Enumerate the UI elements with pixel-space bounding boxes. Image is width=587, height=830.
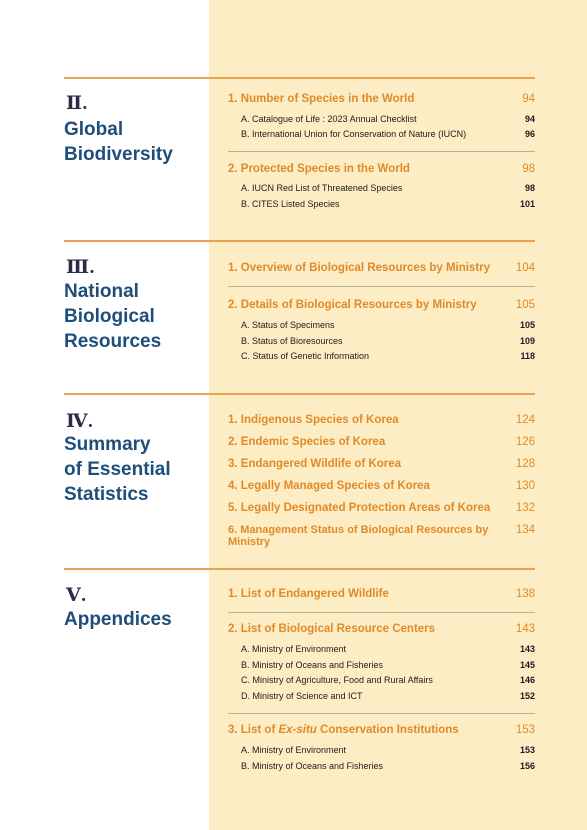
toc-subentry-label: A. Ministry of Environment [241,644,347,654]
toc-subentry-label: B. Status of Bioresources [241,336,343,346]
toc-subentry-page: 98 [524,183,535,193]
toc-entry[interactable] [228,458,535,470]
toc-entry-page: 130 [515,480,535,492]
toc-entry-page: 104 [515,262,535,274]
entry-divider [228,612,535,613]
section-number: Ⅲ. [66,257,95,278]
toc-subentry-page: 94 [524,114,535,124]
toc-entry[interactable] [228,724,535,736]
toc-entry[interactable] [228,163,535,175]
entry-divider [228,151,535,152]
section-divider [64,77,535,79]
toc-entry[interactable] [228,502,535,514]
toc-subentry[interactable] [241,199,535,209]
toc-entry[interactable] [228,414,535,426]
toc-entry-label: 1. Overview of Biological Resources by Ministry [228,262,491,274]
section-title: National Biological Resources [64,281,162,352]
toc-subentry-label: A. IUCN Red List of Threatened Species [241,183,403,193]
toc-subentry-label: D. Ministry of Science and ICT [241,691,363,701]
toc-subentry[interactable] [241,183,535,193]
toc-subentry-page: 109 [519,336,535,346]
section-title: Appendices [64,609,172,630]
toc-subentry-page: 143 [519,644,535,654]
toc-entry-label: 2. Details of Biological Resources by Ministry [228,299,477,311]
toc-entry-label: 1. Number of Species in the World [228,93,415,105]
toc-entry-label: 3. Endangered Wildlife of Korea [228,458,402,470]
toc-entry-label: 2. Protected Species in the World [228,163,410,175]
toc-subentry-page: 105 [519,320,535,330]
toc-subentry[interactable] [241,129,535,139]
toc-subentry[interactable] [241,761,535,771]
toc-entry-page: 126 [515,436,535,448]
toc-entry-label: 5. Legally Designated Protection Areas of Korea [228,502,491,514]
toc-entry-label: 2. Endemic Species of Korea [228,436,386,448]
toc-subentry-label: B. International Union for Conservation of Nature (IUCN) [241,129,467,139]
toc-subentry[interactable] [241,351,535,361]
toc-entry-page: 128 [515,458,535,470]
toc-entry-page: 138 [515,588,535,600]
toc-subentry-page: 101 [519,199,535,209]
toc-subentry-label: A. Ministry of Environment [241,745,347,755]
entry-divider [228,713,535,714]
toc-entry[interactable] [228,93,535,105]
toc-entry[interactable] [228,623,535,635]
toc-entry-label: 2. List of Biological Resource Centers [228,623,436,635]
section-number: Ⅴ. [66,585,87,606]
toc-entry[interactable] [228,480,535,492]
toc-entry-label-italic: Ex-situ [278,724,317,736]
toc-entry[interactable] [228,524,535,548]
toc-subentry[interactable] [241,644,535,654]
section-title: Summary of Essential Statistics [64,434,171,505]
toc-subentry-page: 118 [520,351,535,361]
toc-entry-label-prefix: 3. List of [228,724,279,736]
toc-entry-page: 143 [515,623,535,635]
toc-subentry[interactable] [241,660,535,670]
toc-subentry-label: A. Status of Specimens [241,320,335,330]
toc-entry-page: 94 [522,93,535,105]
toc-subentry[interactable] [241,691,535,701]
toc-subentry[interactable] [241,745,535,755]
toc-subentry-label: B. Ministry of Oceans and Fisheries [241,660,384,670]
toc-entry-page: 153 [515,724,535,736]
toc-subentry-page: 145 [519,660,535,670]
toc-entry-label: 1. Indigenous Species of Korea [228,414,399,426]
toc-entry-page: 105 [515,299,535,311]
toc-subentry[interactable] [241,320,535,330]
toc-entry-label: 1. List of Endangered Wildlife [228,588,389,600]
toc-entry-page: 134 [515,524,535,536]
toc-subentry-label: B. CITES Listed Species [241,199,340,209]
toc-subentry[interactable] [241,336,535,346]
toc-subentry-page: 96 [524,129,535,139]
toc-entry[interactable] [228,588,535,600]
toc-subentry-page: 156 [519,761,535,771]
section-number: Ⅱ. [66,93,88,114]
toc-subentry-page: 153 [519,745,535,755]
toc-subentry[interactable] [241,675,535,685]
section-divider [64,568,535,570]
toc-subentry-label: C. Status of Genetic Information [241,351,370,361]
toc-entry[interactable] [228,436,535,448]
toc-subentry-label: A. Catalogue of Life : 2023 Annual Checklist [241,114,417,124]
toc-entry[interactable] [228,262,535,274]
section-divider [64,393,535,395]
toc-subentry-page: 146 [519,675,535,685]
section-number: Ⅳ. [66,411,94,432]
toc-entry[interactable] [228,299,535,311]
toc-entry-label: 6. Management Status of Biological Resources by Ministry [228,524,489,548]
toc-entry-page: 98 [522,163,535,175]
toc-entry-page: 132 [515,502,535,514]
toc-entry-page: 124 [515,414,535,426]
entry-divider [228,286,535,287]
section-divider [64,240,535,242]
section-title: Global Biodiversity [64,119,173,165]
toc-entry-label: 4. Legally Managed Species of Korea [228,480,430,492]
toc-entry-label [228,724,459,736]
toc-subentry-page: 152 [519,691,535,701]
toc-subentry-label: C. Ministry of Agriculture, Food and Rural Affairs [241,675,433,685]
toc-subentry-label: B. Ministry of Oceans and Fisheries [241,761,384,771]
toc-subentry[interactable] [241,114,535,124]
toc-entry-label-suffix: Conservation Institutions [316,724,459,736]
